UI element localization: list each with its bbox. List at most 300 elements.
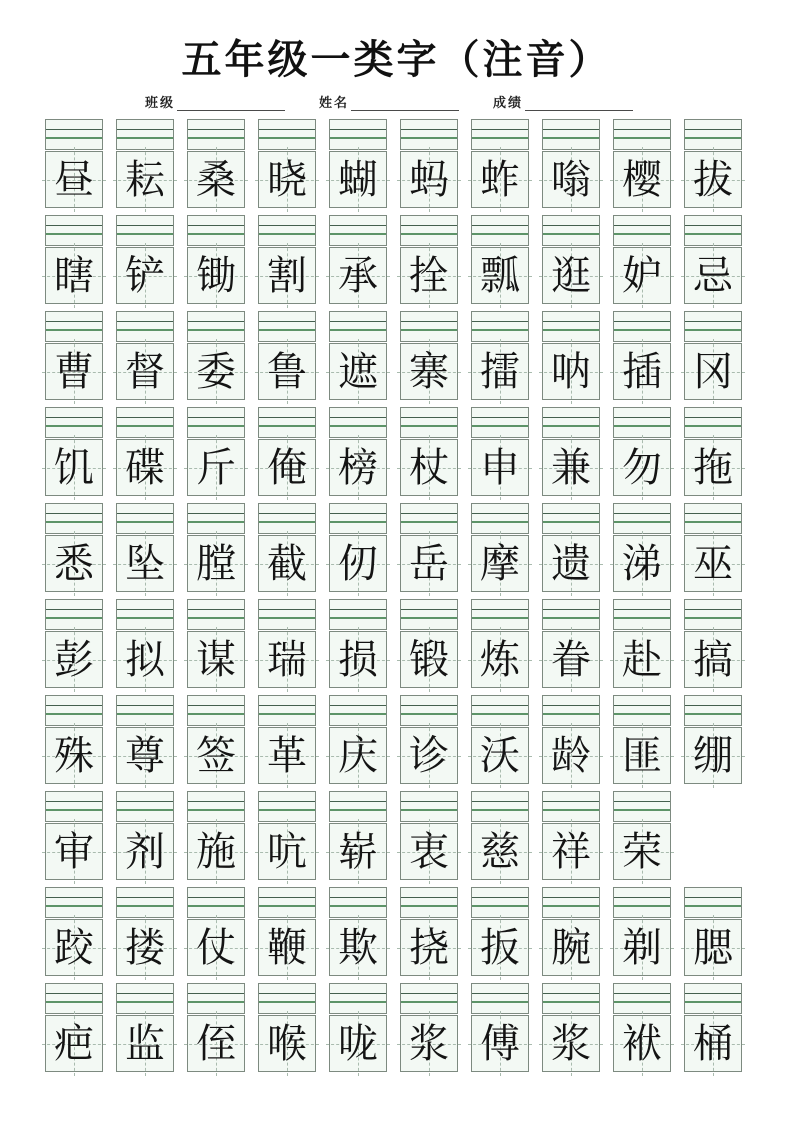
- pinyin-writing-box: [329, 695, 387, 726]
- character-box: [400, 439, 458, 496]
- pinyin-middle-band: [117, 994, 173, 1003]
- character-box: [471, 1015, 529, 1072]
- character-box: [613, 1015, 671, 1072]
- pinyin-middle-band: [401, 610, 457, 619]
- character-row: [45, 407, 793, 496]
- pinyin-writing-box: [116, 503, 174, 534]
- character-cell: [187, 215, 245, 304]
- pinyin-writing-box: [400, 119, 458, 150]
- character-box: [187, 919, 245, 976]
- pinyin-writing-box: [116, 599, 174, 630]
- character-cell: [400, 311, 458, 400]
- pinyin-writing-box: [613, 119, 671, 150]
- character-cell: [187, 407, 245, 496]
- pinyin-middle-band: [614, 610, 670, 619]
- pinyin-writing-box: [684, 407, 742, 438]
- character-cell: [684, 887, 742, 976]
- pinyin-middle-band: [401, 802, 457, 811]
- chinese-character: 赴: [622, 636, 662, 682]
- pinyin-writing-box: [116, 695, 174, 726]
- character-box: [471, 919, 529, 976]
- character-box: [471, 631, 529, 688]
- pinyin-middle-band: [401, 130, 457, 139]
- character-cell: [542, 119, 600, 208]
- pinyin-writing-box: [471, 599, 529, 630]
- character-cell: [116, 695, 174, 784]
- pinyin-middle-band: [117, 130, 173, 139]
- chinese-character: 鲁: [267, 348, 307, 394]
- pinyin-upper-band: [614, 984, 670, 994]
- pinyin-middle-band: [685, 898, 741, 907]
- pinyin-writing-box: [45, 311, 103, 342]
- character-box: [45, 151, 103, 208]
- character-box: [116, 247, 174, 304]
- character-box: [187, 343, 245, 400]
- pinyin-upper-band: [614, 120, 670, 130]
- character-box: [400, 1015, 458, 1072]
- chinese-character: 腮: [693, 924, 733, 970]
- character-cell: [45, 311, 103, 400]
- pinyin-middle-band: [401, 226, 457, 235]
- pinyin-middle-band: [543, 706, 599, 715]
- pinyin-upper-band: [401, 696, 457, 706]
- pinyin-middle-band: [46, 226, 102, 235]
- pinyin-upper-band: [685, 984, 741, 994]
- character-box: [116, 343, 174, 400]
- pinyin-middle-band: [472, 898, 528, 907]
- character-cell: [116, 407, 174, 496]
- pinyin-middle-band: [614, 130, 670, 139]
- character-box: [45, 247, 103, 304]
- pinyin-writing-box: [116, 407, 174, 438]
- chinese-character: 锻: [409, 636, 449, 682]
- pinyin-upper-band: [330, 600, 386, 610]
- pinyin-writing-box: [400, 215, 458, 246]
- pinyin-middle-band: [472, 706, 528, 715]
- pinyin-upper-band: [117, 312, 173, 322]
- pinyin-middle-band: [472, 802, 528, 811]
- chinese-character: 岳: [409, 540, 449, 586]
- character-box: [684, 247, 742, 304]
- character-box: [116, 439, 174, 496]
- pinyin-middle-band: [117, 706, 173, 715]
- character-box: [187, 1015, 245, 1072]
- chinese-character: 膛: [196, 540, 236, 586]
- character-box: [542, 247, 600, 304]
- pinyin-middle-band: [117, 514, 173, 523]
- pinyin-middle-band: [543, 322, 599, 331]
- pinyin-upper-band: [46, 216, 102, 226]
- character-cell: [116, 119, 174, 208]
- chinese-character: 瓢: [480, 252, 520, 298]
- character-cell: [471, 407, 529, 496]
- score-fill-in-line: [525, 95, 633, 111]
- chinese-character: 傅: [480, 1020, 520, 1066]
- character-cell: [613, 407, 671, 496]
- chinese-character: 承: [338, 252, 378, 298]
- character-box: [400, 631, 458, 688]
- pinyin-writing-box: [613, 791, 671, 822]
- character-cell: [542, 695, 600, 784]
- character-cell: [684, 503, 742, 592]
- pinyin-upper-band: [188, 216, 244, 226]
- character-cell: [471, 311, 529, 400]
- class-fill-in-line: [177, 95, 285, 111]
- pinyin-writing-box: [187, 887, 245, 918]
- pinyin-writing-box: [471, 119, 529, 150]
- character-box: [542, 439, 600, 496]
- character-box: [258, 727, 316, 784]
- character-row: [45, 695, 793, 784]
- character-cell: [258, 791, 316, 880]
- pinyin-writing-box: [542, 407, 600, 438]
- character-box: [116, 631, 174, 688]
- pinyin-middle-band: [685, 994, 741, 1003]
- pinyin-writing-box: [400, 695, 458, 726]
- pinyin-upper-band: [117, 696, 173, 706]
- pinyin-middle-band: [330, 802, 386, 811]
- character-box: [400, 151, 458, 208]
- pinyin-upper-band: [472, 984, 528, 994]
- pinyin-writing-box: [258, 887, 316, 918]
- pinyin-upper-band: [330, 504, 386, 514]
- pinyin-upper-band: [472, 120, 528, 130]
- chinese-character: 侄: [196, 1020, 236, 1066]
- pinyin-middle-band: [46, 802, 102, 811]
- character-cell: [116, 311, 174, 400]
- character-cell: [542, 311, 600, 400]
- pinyin-upper-band: [472, 600, 528, 610]
- pinyin-writing-box: [684, 695, 742, 726]
- character-row: [45, 599, 793, 688]
- character-box: [329, 247, 387, 304]
- character-cell: [187, 311, 245, 400]
- character-box: [471, 439, 529, 496]
- pinyin-upper-band: [188, 696, 244, 706]
- character-box: [258, 247, 316, 304]
- pinyin-upper-band: [543, 120, 599, 130]
- pinyin-upper-band: [46, 312, 102, 322]
- pinyin-middle-band: [259, 610, 315, 619]
- character-box: [684, 343, 742, 400]
- pinyin-upper-band: [188, 312, 244, 322]
- pinyin-writing-box: [471, 407, 529, 438]
- character-box: [258, 919, 316, 976]
- pinyin-upper-band: [543, 216, 599, 226]
- chinese-character: 勿: [622, 444, 662, 490]
- chinese-character: 沃: [480, 732, 520, 778]
- chinese-character: 袱: [622, 1020, 662, 1066]
- chinese-character: 樱: [622, 156, 662, 202]
- character-box: [116, 919, 174, 976]
- pinyin-middle-band: [188, 322, 244, 331]
- pinyin-middle-band: [259, 994, 315, 1003]
- pinyin-writing-box: [400, 983, 458, 1014]
- pinyin-middle-band: [259, 130, 315, 139]
- pinyin-writing-box: [258, 695, 316, 726]
- pinyin-upper-band: [543, 600, 599, 610]
- pinyin-upper-band: [472, 792, 528, 802]
- pinyin-upper-band: [543, 792, 599, 802]
- character-cell: [329, 983, 387, 1072]
- character-cell: [116, 791, 174, 880]
- pinyin-middle-band: [188, 418, 244, 427]
- chinese-character: 瞎: [54, 252, 94, 298]
- character-box: [613, 727, 671, 784]
- character-cell: [329, 407, 387, 496]
- pinyin-writing-box: [45, 695, 103, 726]
- chinese-character: 匪: [622, 732, 662, 778]
- character-cell: [613, 215, 671, 304]
- pinyin-writing-box: [45, 407, 103, 438]
- pinyin-upper-band: [259, 792, 315, 802]
- character-cell: [258, 983, 316, 1072]
- pinyin-writing-box: [542, 791, 600, 822]
- pinyin-writing-box: [613, 983, 671, 1014]
- character-box: [116, 535, 174, 592]
- character-cell: [400, 407, 458, 496]
- character-box: [542, 727, 600, 784]
- pinyin-middle-band: [543, 514, 599, 523]
- character-box: [471, 343, 529, 400]
- pinyin-writing-box: [400, 503, 458, 534]
- character-box: [258, 535, 316, 592]
- character-box: [258, 343, 316, 400]
- character-box: [400, 823, 458, 880]
- chinese-character: 擂: [480, 348, 520, 394]
- character-cell: [613, 119, 671, 208]
- pinyin-middle-band: [614, 226, 670, 235]
- pinyin-upper-band: [188, 888, 244, 898]
- character-cell: [258, 599, 316, 688]
- pinyin-middle-band: [117, 610, 173, 619]
- chinese-character: 荣: [622, 828, 662, 874]
- character-cell: [684, 311, 742, 400]
- pinyin-upper-band: [117, 888, 173, 898]
- pinyin-upper-band: [543, 888, 599, 898]
- pinyin-middle-band: [543, 610, 599, 619]
- pinyin-writing-box: [187, 503, 245, 534]
- chinese-character: 兼: [551, 444, 591, 490]
- pinyin-upper-band: [401, 984, 457, 994]
- character-box: [400, 919, 458, 976]
- pinyin-writing-box: [45, 887, 103, 918]
- pinyin-middle-band: [330, 418, 386, 427]
- pinyin-middle-band: [685, 322, 741, 331]
- pinyin-upper-band: [685, 696, 741, 706]
- pinyin-upper-band: [614, 216, 670, 226]
- chinese-character: 搂: [125, 924, 165, 970]
- character-cell: [471, 119, 529, 208]
- pinyin-writing-box: [258, 215, 316, 246]
- chinese-character: 斤: [196, 444, 236, 490]
- character-box: [471, 247, 529, 304]
- pinyin-middle-band: [543, 898, 599, 907]
- chinese-character: 彭: [54, 636, 94, 682]
- character-box: [613, 823, 671, 880]
- chinese-character: 审: [54, 828, 94, 874]
- pinyin-writing-box: [258, 503, 316, 534]
- pinyin-middle-band: [472, 610, 528, 619]
- pinyin-upper-band: [46, 600, 102, 610]
- character-box: [45, 919, 103, 976]
- character-cell: [471, 503, 529, 592]
- character-cell: [613, 311, 671, 400]
- character-cell: [684, 599, 742, 688]
- chinese-character: 吭: [267, 828, 307, 874]
- pinyin-middle-band: [614, 994, 670, 1003]
- pinyin-writing-box: [329, 887, 387, 918]
- pinyin-upper-band: [46, 888, 102, 898]
- pinyin-middle-band: [472, 226, 528, 235]
- character-cell: [45, 983, 103, 1072]
- pinyin-writing-box: [542, 119, 600, 150]
- pinyin-writing-box: [329, 599, 387, 630]
- chinese-character: 申: [480, 444, 520, 490]
- character-cell: [613, 887, 671, 976]
- pinyin-upper-band: [685, 600, 741, 610]
- pinyin-writing-box: [400, 599, 458, 630]
- pinyin-upper-band: [117, 792, 173, 802]
- character-box: [471, 535, 529, 592]
- chinese-character: 桑: [196, 156, 236, 202]
- pinyin-writing-box: [471, 887, 529, 918]
- chinese-character: 炼: [480, 636, 520, 682]
- character-box: [684, 631, 742, 688]
- character-box: [258, 1015, 316, 1072]
- chinese-character: 损: [338, 636, 378, 682]
- character-box: [613, 439, 671, 496]
- pinyin-middle-band: [330, 994, 386, 1003]
- pinyin-writing-box: [471, 791, 529, 822]
- chinese-character: 截: [267, 540, 307, 586]
- pinyin-upper-band: [330, 312, 386, 322]
- pinyin-writing-box: [116, 791, 174, 822]
- character-cell: [542, 887, 600, 976]
- chinese-character: 浆: [551, 1020, 591, 1066]
- pinyin-middle-band: [259, 514, 315, 523]
- character-box: [400, 727, 458, 784]
- pinyin-upper-band: [543, 984, 599, 994]
- pinyin-upper-band: [117, 408, 173, 418]
- pinyin-middle-band: [401, 706, 457, 715]
- character-cell: [258, 311, 316, 400]
- pinyin-middle-band: [472, 130, 528, 139]
- chinese-character: 拟: [125, 636, 165, 682]
- pinyin-writing-box: [542, 887, 600, 918]
- character-box: [187, 631, 245, 688]
- character-cell: [45, 119, 103, 208]
- character-cell: [45, 791, 103, 880]
- score-field: [493, 92, 633, 111]
- pinyin-writing-box: [471, 215, 529, 246]
- chinese-character: 呐: [551, 348, 591, 394]
- character-cell: [258, 215, 316, 304]
- pinyin-writing-box: [258, 599, 316, 630]
- pinyin-writing-box: [684, 887, 742, 918]
- pinyin-upper-band: [46, 120, 102, 130]
- pinyin-upper-band: [188, 408, 244, 418]
- character-cell: [258, 407, 316, 496]
- pinyin-middle-band: [543, 802, 599, 811]
- pinyin-middle-band: [543, 226, 599, 235]
- pinyin-middle-band: [614, 418, 670, 427]
- character-box: [542, 631, 600, 688]
- character-cell: [45, 215, 103, 304]
- pinyin-middle-band: [46, 898, 102, 907]
- character-box: [116, 727, 174, 784]
- pinyin-upper-band: [543, 408, 599, 418]
- pinyin-writing-box: [187, 407, 245, 438]
- character-cell: [471, 983, 529, 1072]
- pinyin-middle-band: [614, 514, 670, 523]
- chinese-character: 寨: [409, 348, 449, 394]
- pinyin-writing-box: [684, 503, 742, 534]
- pinyin-middle-band: [472, 322, 528, 331]
- pinyin-writing-box: [258, 407, 316, 438]
- pinyin-middle-band: [472, 994, 528, 1003]
- character-box: [116, 1015, 174, 1072]
- character-box: [613, 535, 671, 592]
- character-cell: [400, 983, 458, 1072]
- chinese-character: 督: [125, 348, 165, 394]
- chinese-character: 挠: [409, 924, 449, 970]
- chinese-character: 俺: [267, 444, 307, 490]
- character-box: [329, 727, 387, 784]
- chinese-character: 绷: [693, 732, 733, 778]
- pinyin-writing-box: [400, 407, 458, 438]
- pinyin-writing-box: [684, 599, 742, 630]
- character-cell: [329, 887, 387, 976]
- chinese-character: 昼: [54, 156, 94, 202]
- character-cell: [400, 791, 458, 880]
- header-fields: [145, 92, 633, 111]
- pinyin-writing-box: [542, 695, 600, 726]
- pinyin-middle-band: [401, 322, 457, 331]
- pinyin-writing-box: [329, 503, 387, 534]
- character-row: [45, 791, 793, 880]
- character-box: [187, 535, 245, 592]
- character-cell: [684, 407, 742, 496]
- pinyin-middle-band: [330, 130, 386, 139]
- chinese-character: 妒: [622, 252, 662, 298]
- character-cell: [542, 791, 600, 880]
- pinyin-writing-box: [613, 311, 671, 342]
- pinyin-writing-box: [45, 983, 103, 1014]
- character-box: [542, 343, 600, 400]
- pinyin-writing-box: [400, 887, 458, 918]
- chinese-character: 眷: [551, 636, 591, 682]
- pinyin-upper-band: [543, 504, 599, 514]
- pinyin-middle-band: [188, 610, 244, 619]
- character-box: [400, 343, 458, 400]
- chinese-character: 摩: [480, 540, 520, 586]
- pinyin-writing-box: [45, 119, 103, 150]
- character-cell: [187, 599, 245, 688]
- pinyin-writing-box: [116, 983, 174, 1014]
- pinyin-writing-box: [329, 215, 387, 246]
- pinyin-writing-box: [542, 599, 600, 630]
- pinyin-middle-band: [401, 994, 457, 1003]
- chinese-character: 晓: [267, 156, 307, 202]
- character-row: [45, 983, 793, 1072]
- pinyin-upper-band: [188, 504, 244, 514]
- character-box: [45, 439, 103, 496]
- character-box: [542, 535, 600, 592]
- pinyin-writing-box: [471, 983, 529, 1014]
- character-box: [45, 535, 103, 592]
- chinese-character: 饥: [54, 444, 94, 490]
